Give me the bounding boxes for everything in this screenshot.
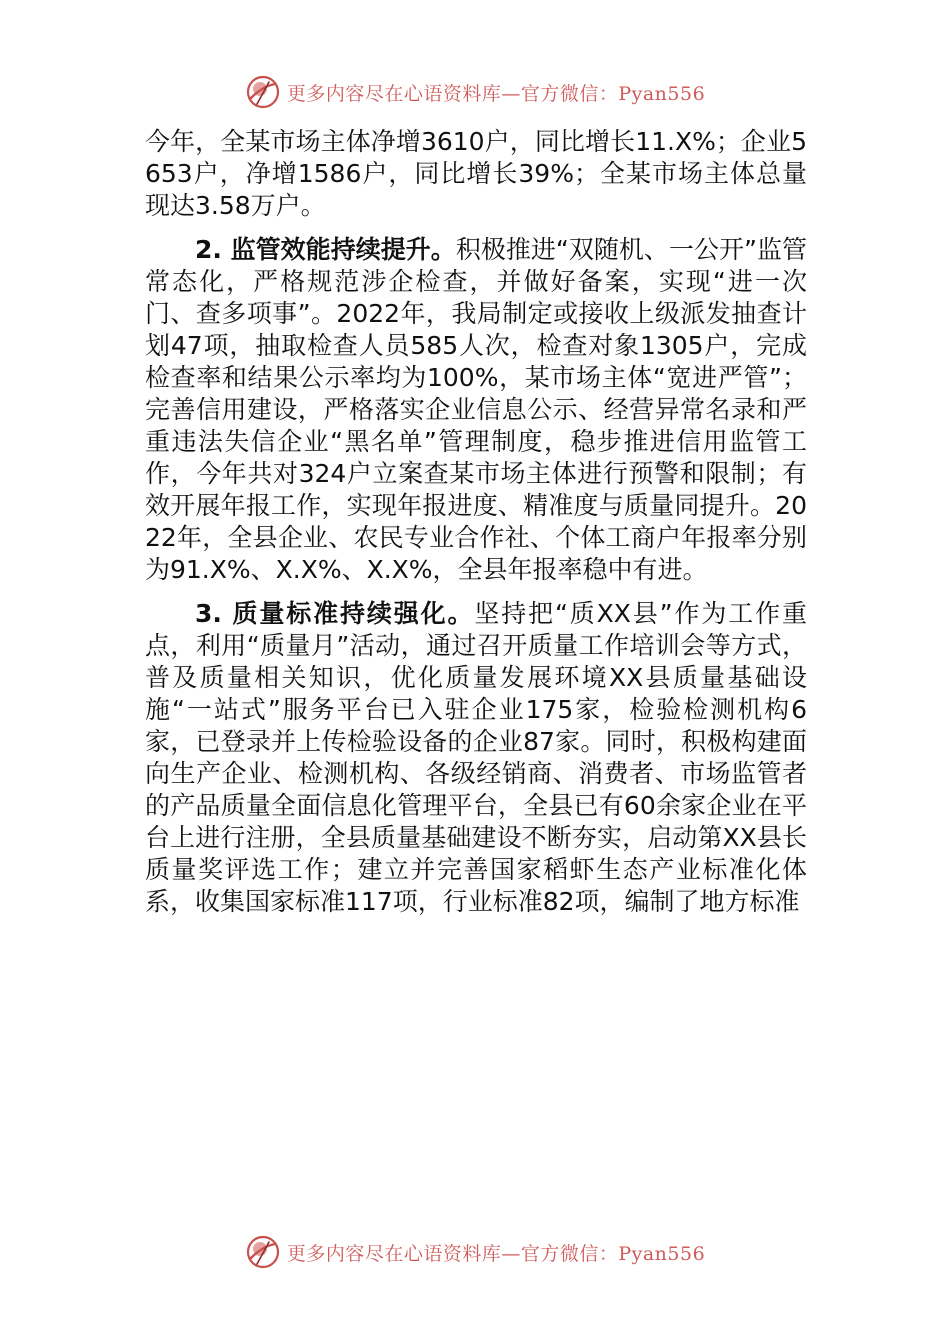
paragraph-2-lead: 2. 监管效能持续提升。 [195, 235, 456, 264]
watermark-text: 更多内容尽在心语资料库—官方微信：Pyan556 [286, 82, 706, 105]
document-body [145, 126, 807, 930]
footer-watermark [0, 1232, 950, 1272]
paragraph-1 [145, 126, 807, 222]
paragraph-1-body: 今年，全某市场主体净增3610户，同比增长11.X%；企业5653户，净增1586户，同比增长39%；全某市场主体总量现达3.58万户。 [145, 127, 807, 220]
watermark-text: 更多内容尽在心语资料库—官方微信：Pyan556 [286, 1242, 706, 1265]
paragraph-2 [145, 234, 807, 586]
paragraph-3-body: 坚持把“质XX县”作为工作重点，利用“质量月”活动，通过召开质量工作培训会等方式，普及质量相关知识，优化质量发展环境XX县质量基础设施“一站式”服务平台已入驻企业175家，检验检测机构6家，已登录并上传检验设备的企业87家。同时，积极构建面向生产企业、检测机构、各级经销商、消费者、市场监管者的产品质量全面信息化管理平台，全县已有60余家企业在平台上进行注册，全县质量基础建设不断夯实，启动第XX县长质量奖评选工作；建立并完善国家稻虾生态产业标准化体系，收集国家标准117项，行业标准82项，编制了地方标准 [145, 599, 807, 916]
brand-logo-icon [245, 74, 281, 110]
brand-logo-icon [245, 1234, 281, 1270]
paragraph-3-lead: 3. 质量标准持续强化。 [195, 599, 475, 628]
paragraph-2-body: 积极推进“双随机、一公开”监管常态化，严格规范涉企检查，并做好备案，实现“进一次门、查多项事”。2022年，我局制定或接收上级派发抽查计划47项，抽取检查人员585人次，检查对象1305户，完成检查率和结果公示率均为100%，某市场主体“宽进严管”；完善信用建设，严格落实企业信息公示、经营异常名录和严重违法失信企业“黑名单”管理制度，稳步推进信用监管工作，今年共对324户立案查某市场主体进行预警和限制；有效开展年报工作，实现年报进度、精准度与质量同提升。2022年，全县企业、农民专业合作社、个体工商户年报率分别为91.X%、X.X%、X.X%，全县年报率稳中有进。 [145, 235, 807, 584]
header-watermark [0, 72, 950, 112]
paragraph-3 [145, 598, 807, 918]
